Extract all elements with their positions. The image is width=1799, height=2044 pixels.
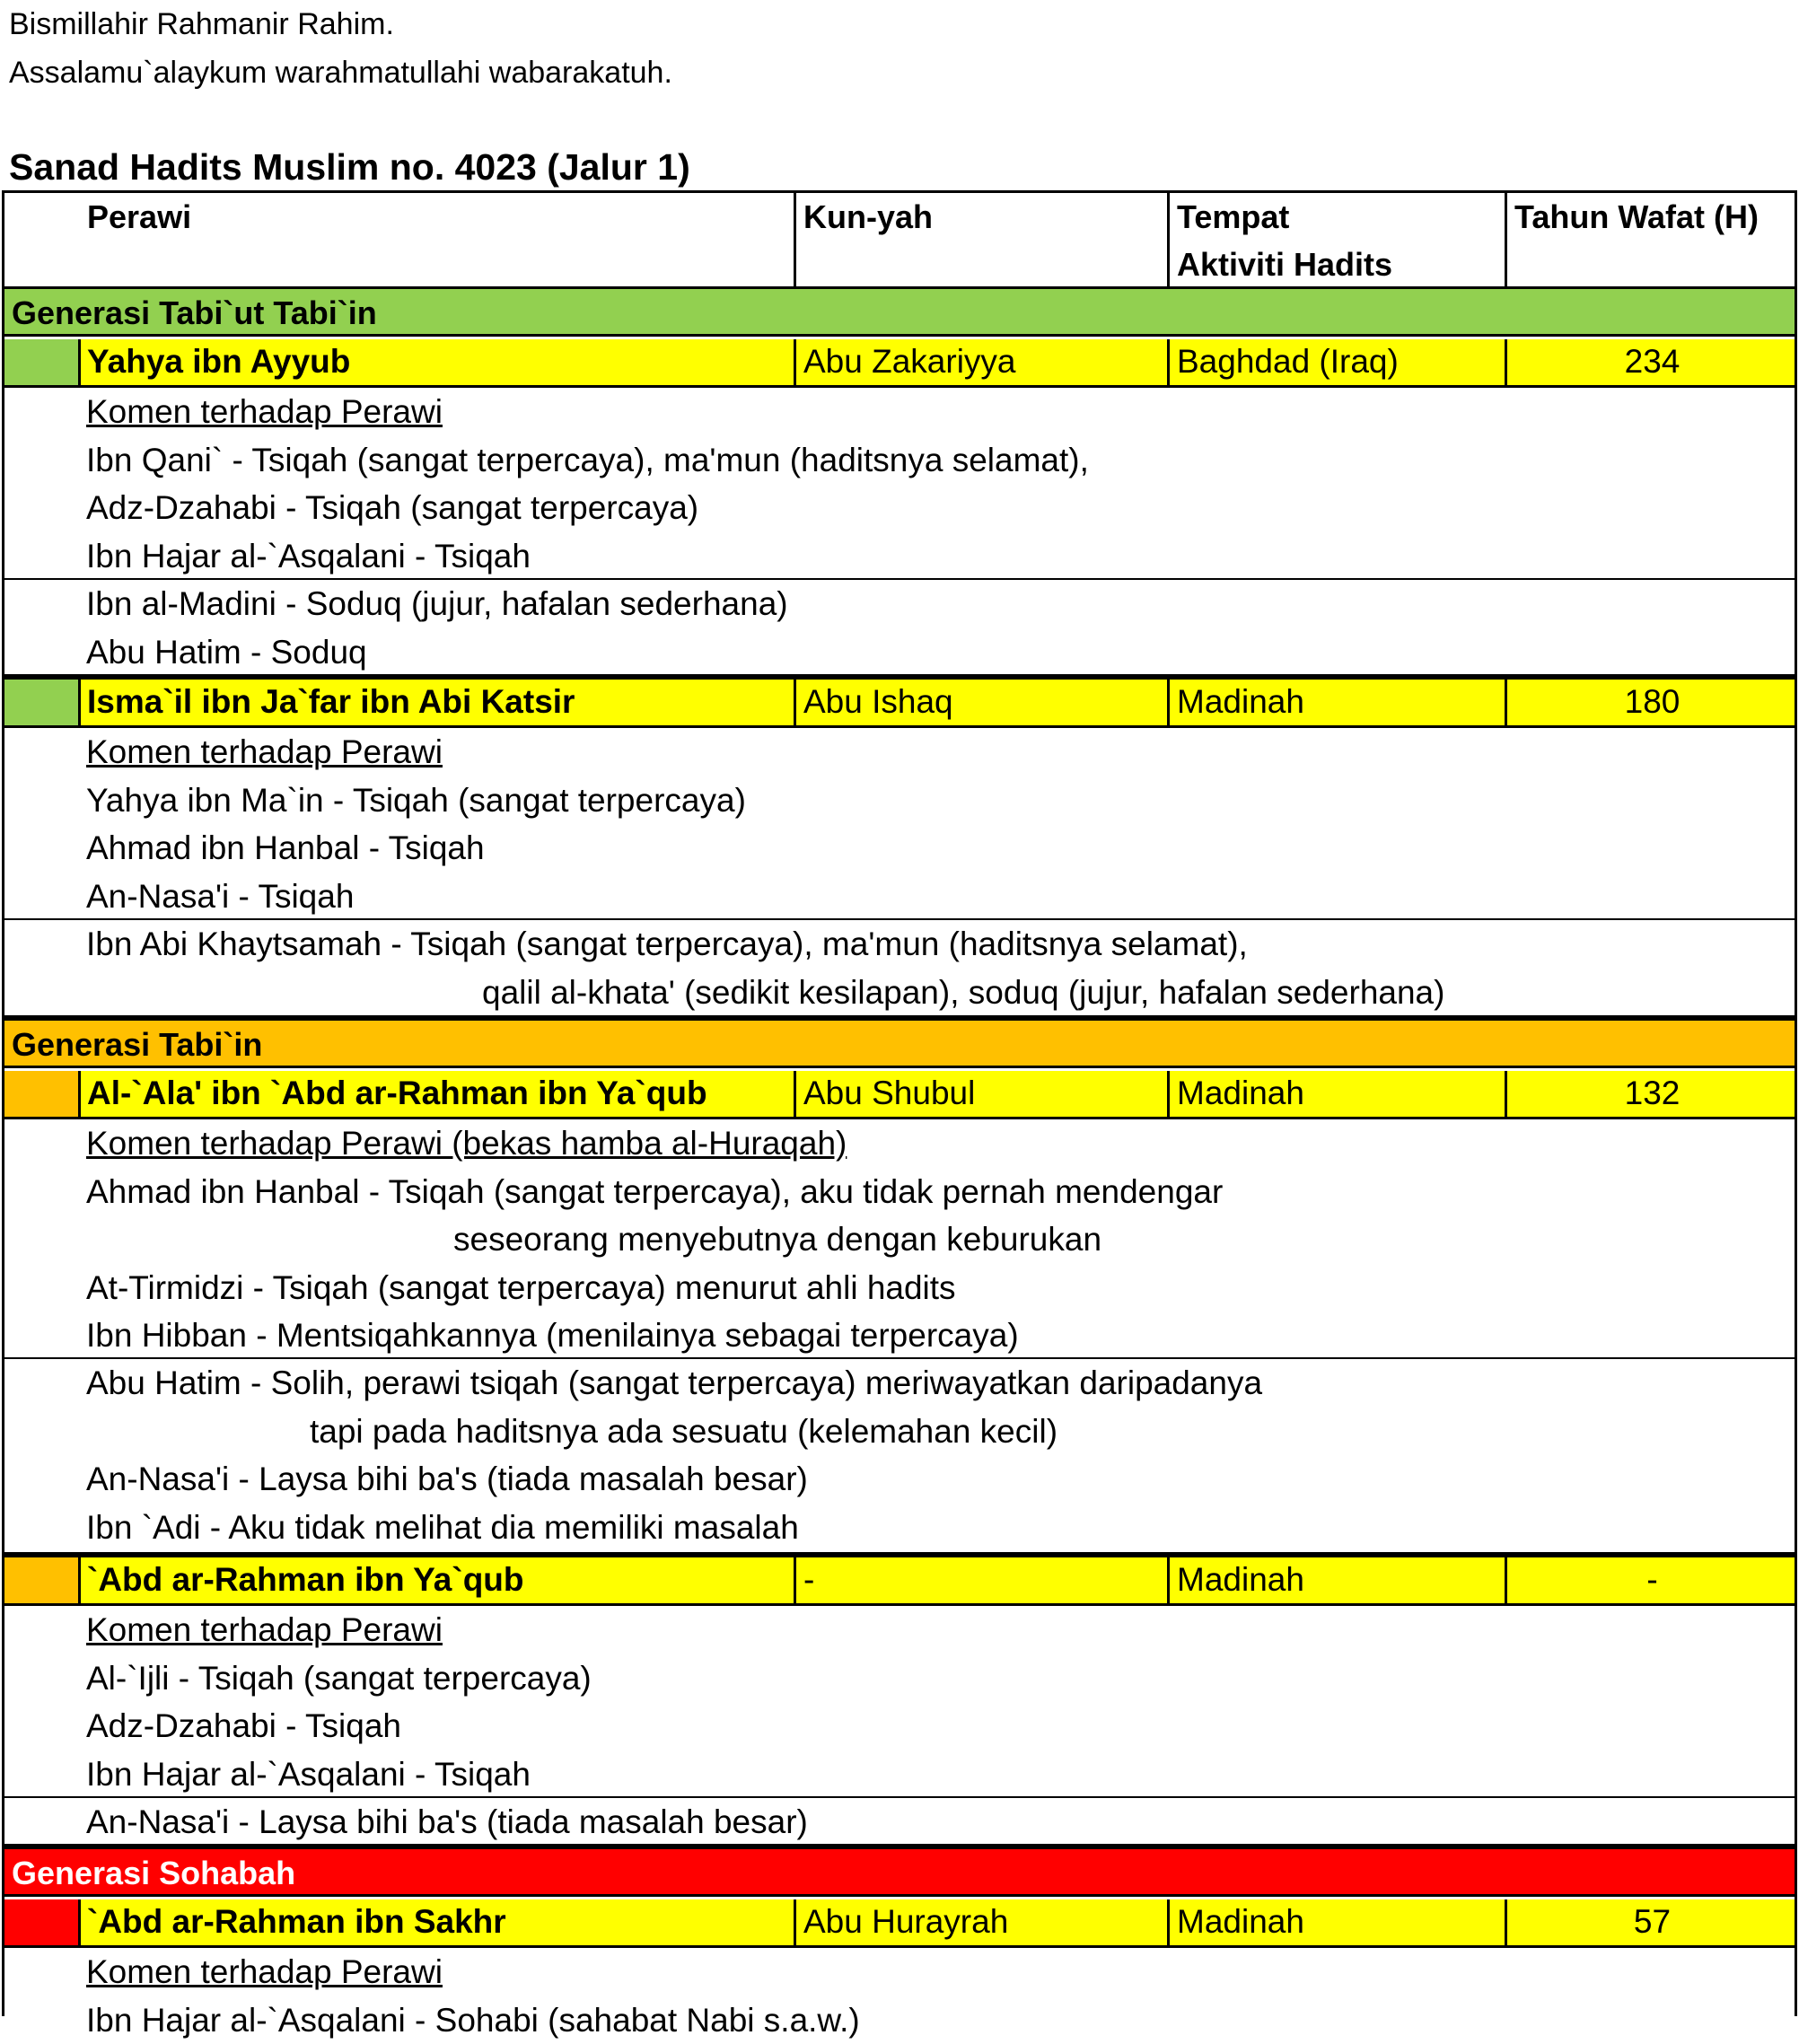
comment-heading: Komen terhadap Perawi (bekas hamba al-Huraqah): [86, 1125, 847, 1162]
narrator-name: Yahya ibn Ayyub: [87, 343, 351, 380]
narrator-place: Madinah: [1177, 1561, 1304, 1598]
document-title: Sanad Hadits Muslim no. 4023 (Jalur 1): [9, 146, 690, 188]
generation-marker: [4, 680, 78, 725]
narrator-comments: [4, 1798, 1795, 1849]
narrator-kunyah: Abu Shubul: [803, 1075, 976, 1111]
comment-heading: Komen terhadap Perawi: [86, 393, 443, 430]
narrator-kunyah: Abu Ishaq: [803, 683, 953, 720]
narrator-row: [4, 1899, 1795, 1948]
narrator-comments: [4, 1606, 1795, 1798]
narrator-comments: [4, 1948, 1795, 2039]
narrator-row: [4, 339, 1795, 388]
narrator-comments: [4, 1119, 1795, 1359]
generation-sohabah: Generasi Sohabah: [4, 1849, 1795, 1897]
narrator-comments: [4, 580, 1795, 680]
comment-line: Al-`Ijli - Tsiqah (sangat terpercaya): [86, 1659, 592, 1697]
comment-line: Ibn `Adi - Aku tidak melihat dia memiliki masalah: [86, 1508, 799, 1546]
table-header: [4, 193, 1795, 289]
comment-line: Ibn Hajar al-`Asqalani - Sohabi (sahabat Nabi s.a.w.): [86, 2001, 860, 2039]
comment-line: Ahmad ibn Hanbal - Tsiqah: [86, 829, 485, 867]
comment-line: Abu Hatim - Soduq: [86, 633, 367, 671]
sanad-table: [2, 190, 1797, 2039]
narrator-name: Isma`il ibn Ja`far ibn Abi Katsir: [87, 683, 575, 720]
comment-line: Ibn Hajar al-`Asqalani - Tsiqah: [86, 537, 531, 575]
narrator-death-year: -: [1646, 1561, 1658, 1598]
narrator-row: [4, 1557, 1795, 1606]
comment-line: An-Nasa'i - Laysa bihi ba's (tiada masalah besar): [86, 1461, 808, 1498]
comment-line: Ahmad ibn Hanbal - Tsiqah (sangat terpercaya), aku tidak pernah mendengar: [86, 1172, 1224, 1210]
comment-line: An-Nasa'i - Laysa bihi ba's (tiada masalah besar): [86, 1803, 808, 1840]
comment-line: qalil al-khata' (sedikit kesilapan), soduq (jujur, hafalan sederhana): [482, 973, 1445, 1011]
greeting-line-1: Bismillahir Rahmanir Rahim.: [9, 7, 394, 41]
narrator-death-year: 234: [1624, 343, 1681, 380]
narrator-name: `Abd ar-Rahman ibn Sakhr: [87, 1903, 506, 1940]
header-tempat: [1170, 193, 1505, 286]
narrator-name: Al-`Ala' ibn `Abd ar-Rahman ibn Ya`qub: [87, 1075, 707, 1111]
generation-tabiin: Generasi Tabi`in: [4, 1021, 1795, 1068]
header-kunyah: Kun-yah: [803, 198, 933, 235]
generation-marker: [4, 1899, 78, 1945]
comment-line: Ibn al-Madini - Soduq (jujur, hafalan sederhana): [86, 585, 788, 622]
generation-marker: [4, 1557, 78, 1603]
comment-heading: Komen terhadap Perawi: [86, 1953, 443, 1990]
narrator-death-year: 57: [1633, 1903, 1672, 1940]
comment-line: Ibn Abi Khaytsamah - Tsiqah (sangat terpercaya), ma'mun (haditsnya selamat),: [86, 926, 1248, 962]
narrator-death-year: 132: [1624, 1075, 1681, 1111]
greeting-line-2: Assalamu`alaykum warahmatullahi wabarakatuh.: [9, 56, 672, 90]
narrator-comments: [4, 1359, 1795, 1557]
narrator-name: `Abd ar-Rahman ibn Ya`qub: [87, 1561, 524, 1598]
comment-line: Ibn Qani` - Tsiqah (sangat terpercaya), ma'mun (haditsnya selamat),: [86, 441, 1089, 478]
narrator-place: Madinah: [1177, 683, 1304, 720]
narrator-row: [4, 1071, 1795, 1119]
narrator-comments: [4, 920, 1795, 1021]
generation-marker: [4, 1071, 78, 1117]
narrator-place: Madinah: [1177, 1075, 1304, 1111]
comment-line: Adz-Dzahabi - Tsiqah: [86, 1707, 401, 1745]
narrator-kunyah: -: [803, 1561, 815, 1598]
header-perawi: Perawi: [87, 198, 192, 235]
comment-line: Adz-Dzahabi - Tsiqah (sangat terpercaya): [86, 489, 699, 527]
header-tempat-line-1: Tempat: [1177, 198, 1290, 235]
comment-line: Ibn Hajar al-`Asqalani - Tsiqah: [86, 1755, 531, 1793]
comment-heading: Komen terhadap Perawi: [86, 1611, 443, 1648]
narrator-comments: [4, 728, 1795, 920]
header-tahun-wafat: Tahun Wafat (H): [1514, 198, 1759, 235]
comment-line: An-Nasa'i - Tsiqah: [86, 877, 355, 915]
comment-line: Abu Hatim - Solih, perawi tsiqah (sangat terpercaya) meriwayatkan daripadanya: [86, 1364, 1263, 1401]
comment-line: tapi pada haditsnya ada sesuatu (kelemahan kecil): [310, 1412, 1058, 1450]
narrator-place: Baghdad (Iraq): [1177, 343, 1399, 380]
narrator-place: Madinah: [1177, 1903, 1304, 1940]
narrator-comments: [4, 388, 1795, 580]
comment-heading: Komen terhadap Perawi: [86, 733, 443, 770]
narrator-row: [4, 680, 1795, 728]
header-tempat-line-2: Aktiviti Hadits: [1177, 246, 1393, 283]
comment-line: Yahya ibn Ma`in - Tsiqah (sangat terpercaya): [86, 781, 746, 819]
comment-line: At-Tirmidzi - Tsiqah (sangat terpercaya) menurut ahli hadits: [86, 1268, 956, 1306]
narrator-death-year: 180: [1624, 683, 1681, 720]
comment-line: seseorang menyebutnya dengan keburukan: [453, 1221, 1102, 1259]
generation-tabiut-tabiin: Generasi Tabi`ut Tabi`in: [4, 289, 1795, 337]
generation-marker: [4, 339, 78, 385]
comment-line: Ibn Hibban - Mentsiqahkannya (menilainya sebagai terpercaya): [86, 1317, 1019, 1355]
narrator-kunyah: Abu Hurayrah: [803, 1903, 1009, 1940]
greeting: [9, 0, 672, 97]
narrator-kunyah: Abu Zakariyya: [803, 343, 1016, 380]
